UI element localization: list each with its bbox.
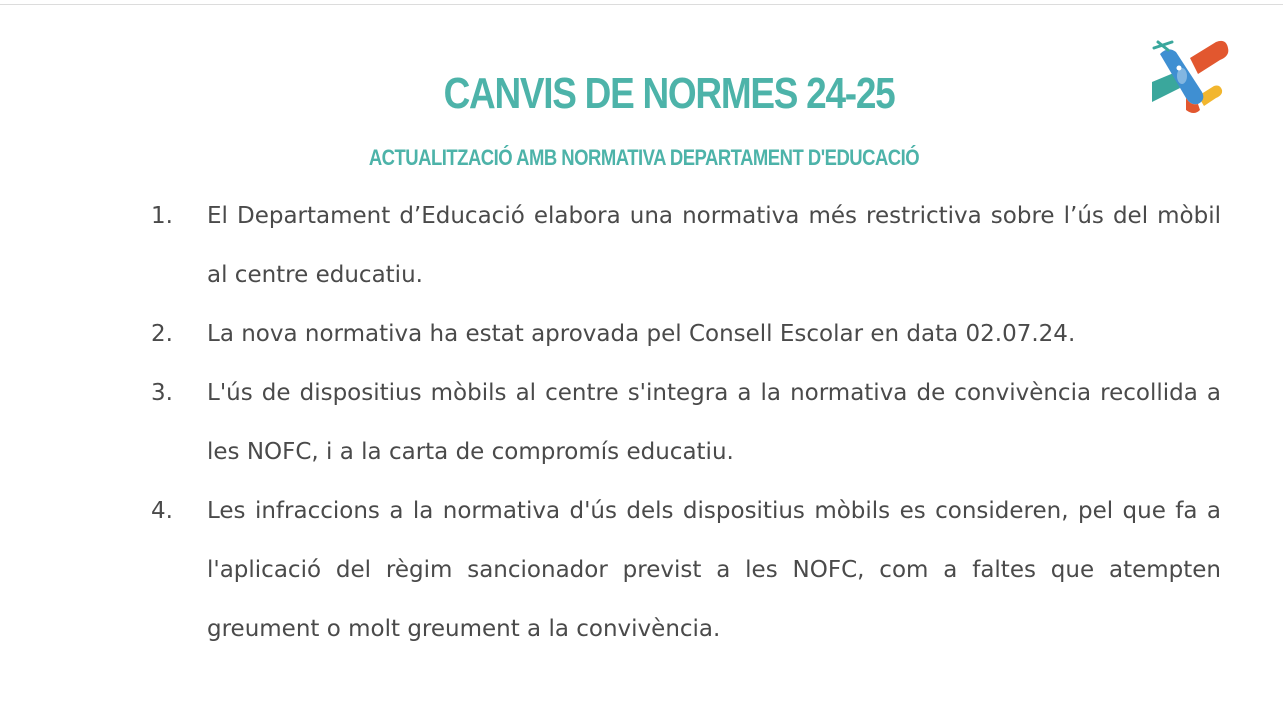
top-divider bbox=[0, 4, 1283, 5]
airplane-icon bbox=[1146, 38, 1230, 116]
rule-number: 1. bbox=[151, 203, 173, 229]
rule-item bbox=[0, 364, 1283, 482]
rule-item bbox=[0, 187, 1283, 305]
rule-number: 2. bbox=[151, 321, 173, 347]
rule-item bbox=[0, 305, 1283, 364]
rule-item bbox=[0, 482, 1283, 659]
rule-number: 3. bbox=[151, 380, 173, 406]
rule-text: El Departament d’Educació elabora una normativa més restrictiva sobre l’ús del mòbil al centre educatiu. bbox=[207, 203, 1221, 288]
rule-text: L'ús de dispositius mòbils al centre s'integra a la normativa de convivència recollida a les NOFC, i a la carta de compromís educatiu. bbox=[207, 380, 1221, 465]
rule-text: Les infraccions a la normativa d'ús dels dispositius mòbils es consideren, pel que fa a l'aplicació del règim sancionador previst a les NOFC, com a faltes que atempten greument o molt greument a la convivència. bbox=[207, 498, 1221, 642]
rules-list bbox=[0, 187, 1283, 659]
slide-title: CANVIS DE NORMES 24-25 bbox=[443, 69, 895, 118]
slide-subtitle: ACTUALITZACIÓ AMB NORMATIVA DEPARTAMENT D'EDUCACIÓ bbox=[368, 145, 920, 170]
rule-number: 4. bbox=[151, 498, 173, 524]
rule-text: La nova normativa ha estat aprovada pel Consell Escolar en data 02.07.24. bbox=[207, 321, 1076, 347]
